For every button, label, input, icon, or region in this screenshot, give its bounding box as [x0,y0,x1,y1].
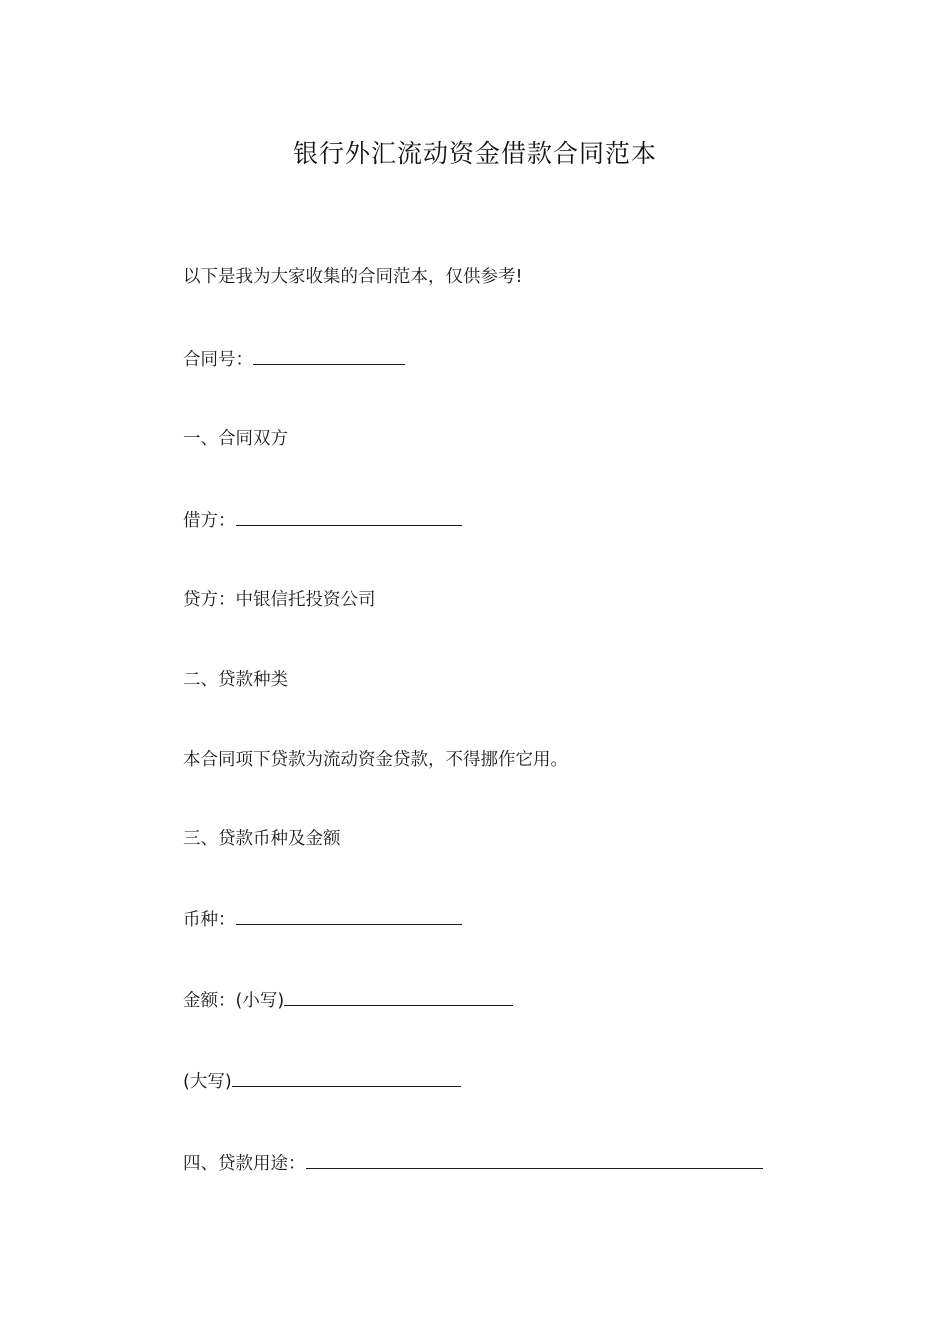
amount-large-line [183,1068,461,1094]
amount-small-label: 金额：(小写) [183,991,285,1011]
amount-large-blank [232,1068,461,1087]
intro-text: 以下是我为大家收集的合同范本，仅供参考! [183,267,523,287]
borrower-blank [236,507,462,526]
lender-line: 贷方：中银信托投资公司 [183,590,376,610]
amount-large-label: (大写) [183,1072,232,1092]
section-2-heading: 二、贷款种类 [183,670,288,690]
borrower-label: 借方： [183,511,236,531]
section-1-heading: 一、合同双方 [183,429,288,449]
amount-small-line [183,987,513,1013]
contract-number-blank [253,346,405,365]
currency-label: 币种： [183,910,236,930]
currency-blank [236,906,462,925]
contract-number-line [183,346,405,372]
section-2-text: 本合同项下贷款为流动资金贷款，不得挪作它用。 [183,750,568,770]
section-4-line [183,1150,763,1176]
section-4-label: 四、贷款用途： [183,1154,306,1174]
contract-number-label: 合同号： [183,350,253,370]
section-3-heading: 三、贷款币种及金额 [183,829,341,849]
currency-line [183,906,462,932]
borrower-line [183,507,462,533]
amount-small-blank [284,987,513,1006]
loan-purpose-blank [306,1150,763,1169]
document-title: 银行外汇流动资金借款合同范本 [292,139,657,168]
